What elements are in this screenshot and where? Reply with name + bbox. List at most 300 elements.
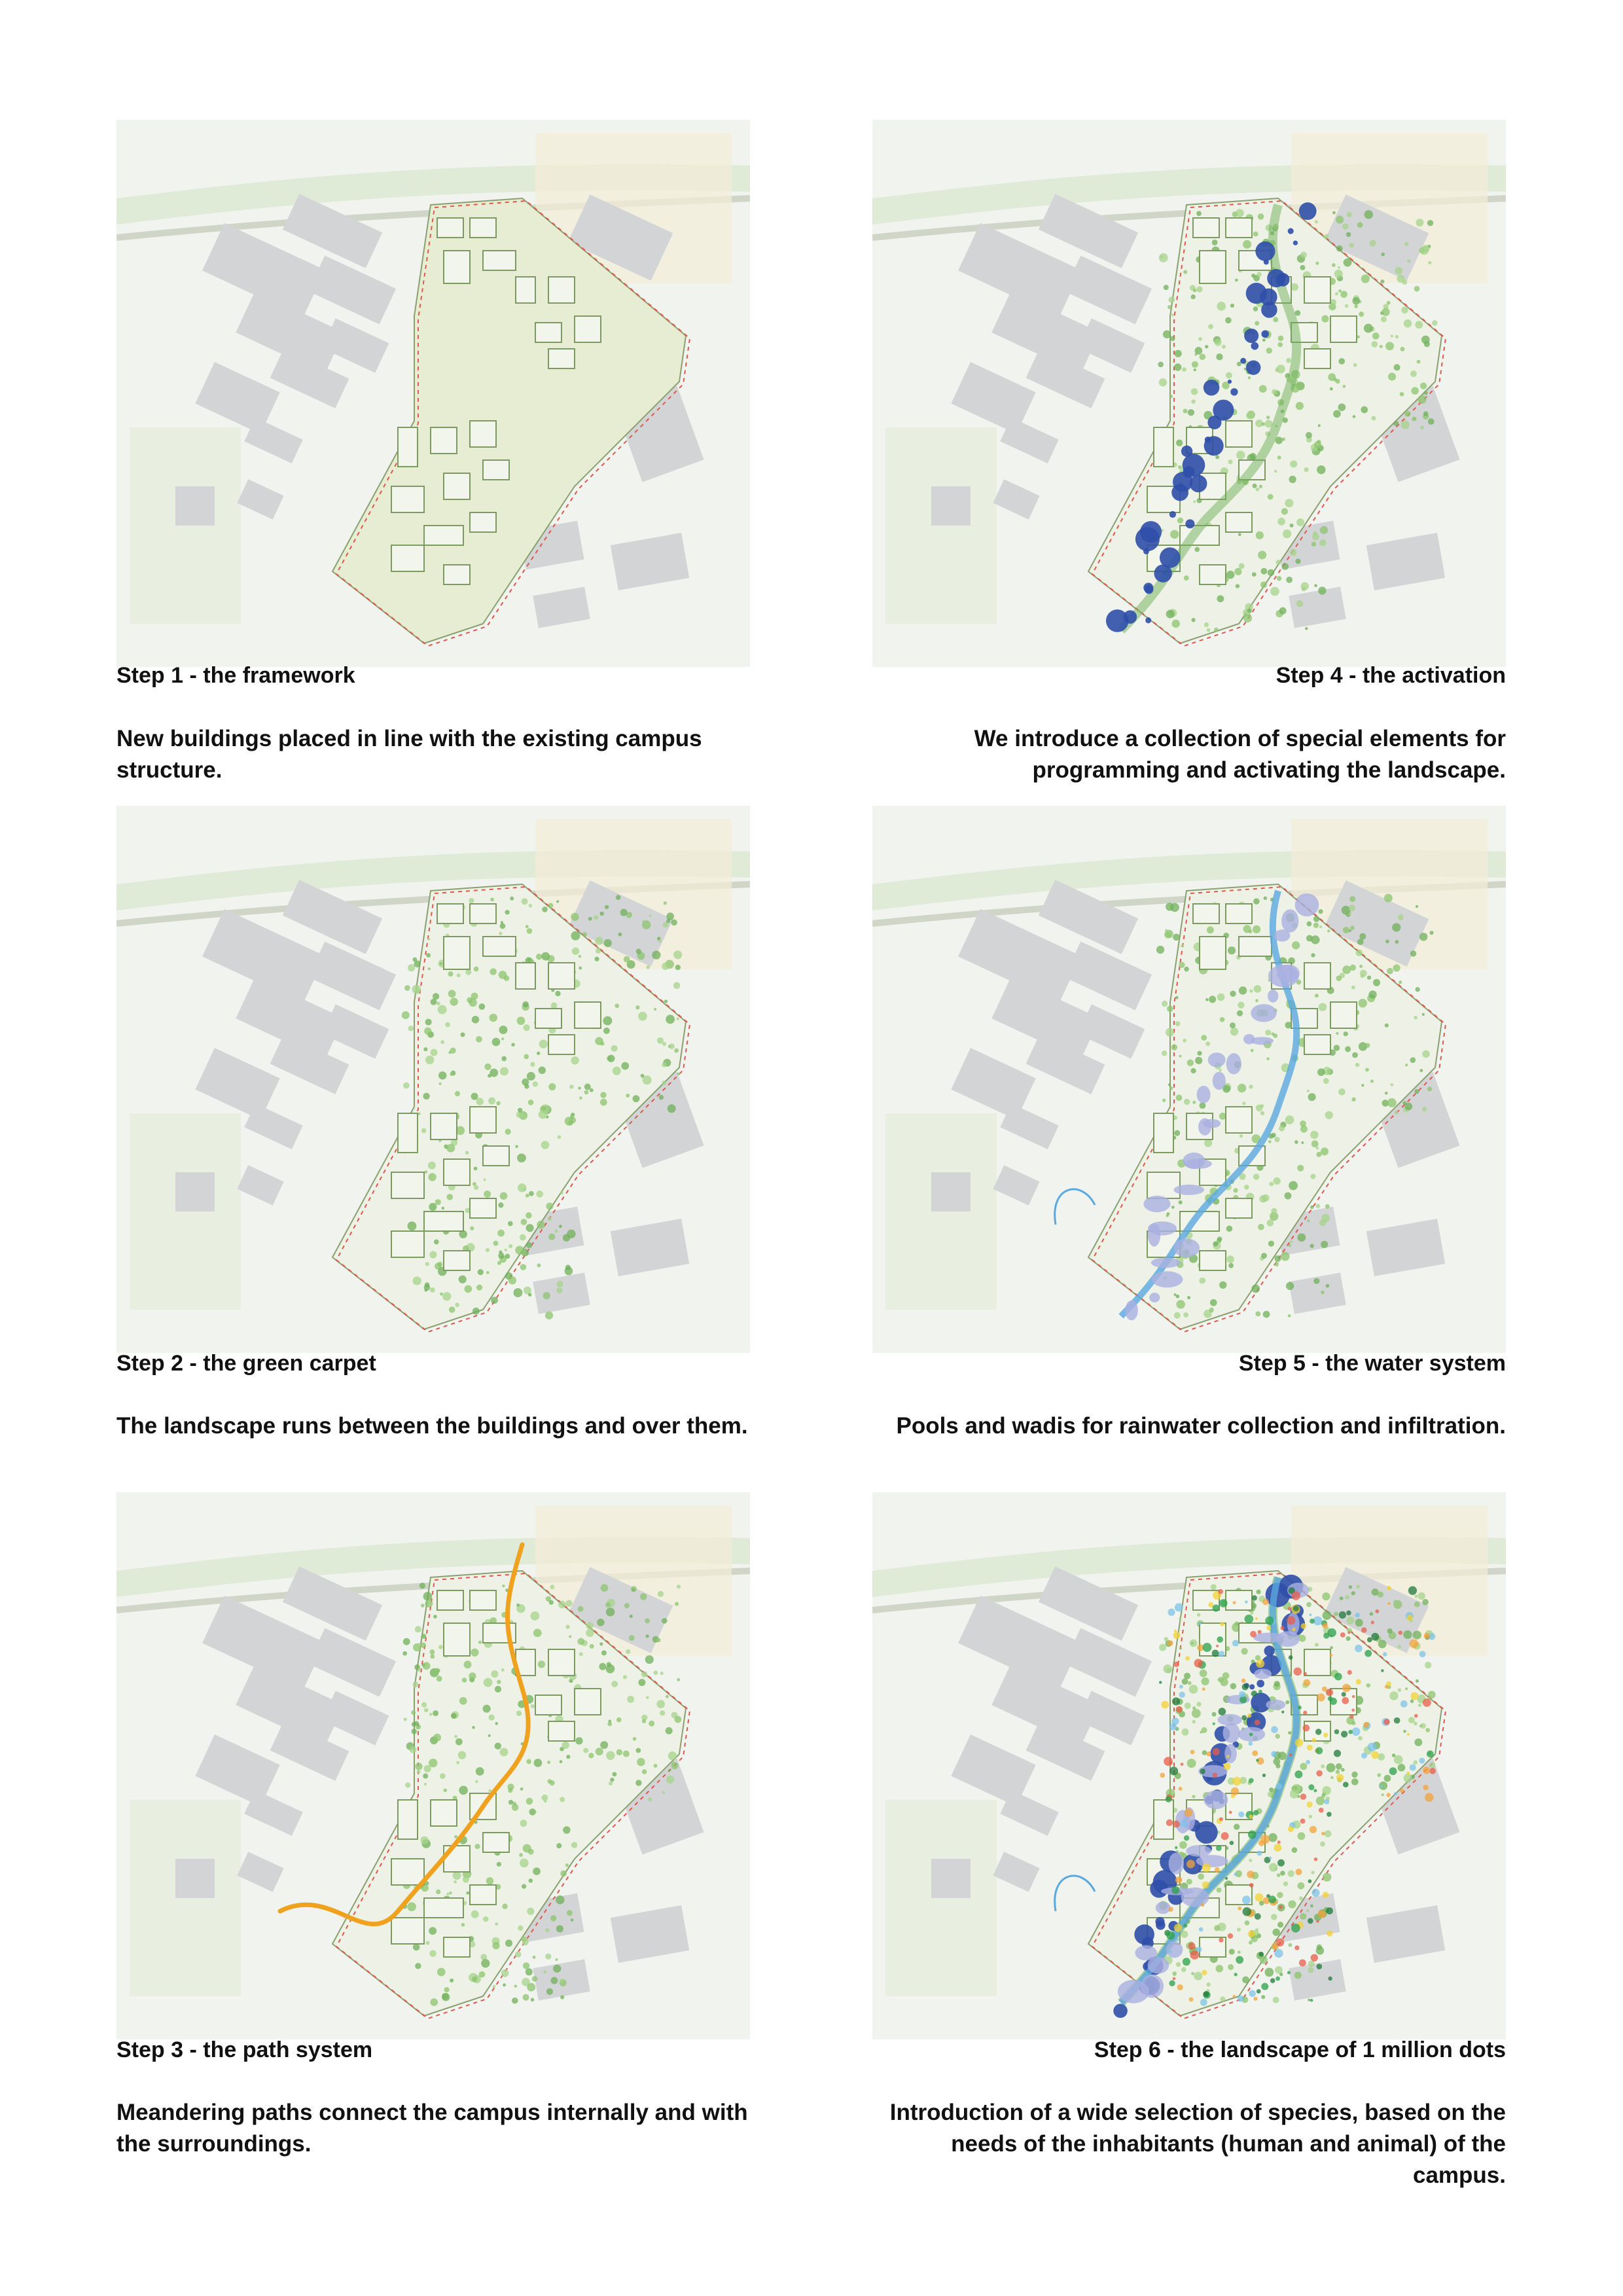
new-building <box>444 251 470 283</box>
planting-dot <box>1250 1631 1257 1638</box>
planting-dot <box>1294 1140 1298 1144</box>
planting-dot <box>601 1650 607 1655</box>
planting-dot <box>1182 367 1186 372</box>
planting-dot <box>1189 1997 1194 2001</box>
planting-dot <box>1340 1632 1346 1638</box>
planting-dot <box>1252 1595 1257 1600</box>
planting-dot <box>1200 1768 1205 1774</box>
planting-dot <box>1277 576 1281 581</box>
activation-element <box>1251 342 1258 350</box>
planting-dot <box>1397 275 1404 283</box>
activation-element <box>1267 269 1285 287</box>
planting-dot <box>642 920 651 929</box>
planting-dot <box>1318 909 1323 914</box>
planting-dot <box>1370 240 1376 247</box>
step-6-title: Step 6 - the landscape of 1 million dots <box>1094 2037 1506 2062</box>
planting-dot <box>601 1584 609 1592</box>
planting-dot <box>442 1207 444 1210</box>
planting-dot <box>1168 1640 1173 1646</box>
planting-dot <box>1345 304 1349 308</box>
planting-dot <box>1427 1750 1434 1757</box>
planting-dot <box>527 1983 535 1992</box>
new-building <box>1304 277 1330 303</box>
planting-dot <box>463 1876 469 1883</box>
planting-dot <box>538 1660 545 1668</box>
planting-dot <box>1320 1841 1325 1846</box>
new-building <box>483 460 509 480</box>
planting-dot <box>1296 518 1304 526</box>
planting-dot <box>662 1081 666 1085</box>
planting-dot <box>1192 1101 1196 1104</box>
planting-dot <box>1249 1883 1254 1888</box>
planting-dot <box>1242 1895 1251 1904</box>
planting-dot <box>1190 1068 1196 1073</box>
planting-dot <box>1395 267 1402 274</box>
planting-dot <box>1336 1032 1338 1035</box>
planting-dot <box>1249 1859 1252 1862</box>
planting-dot <box>1317 1693 1325 1701</box>
planting-dot <box>1313 923 1319 928</box>
planting-dot <box>1343 927 1349 933</box>
planting-dot <box>1306 922 1311 927</box>
planting-dot <box>1173 1632 1181 1639</box>
planting-dot <box>1314 1857 1318 1861</box>
planting-dot <box>1256 1759 1259 1762</box>
planting-dot <box>567 1910 573 1916</box>
planting-dot <box>1355 1613 1360 1618</box>
planting-dot <box>501 1668 505 1672</box>
activation-element <box>1195 1821 1218 1844</box>
planting-dot <box>442 1993 450 2001</box>
planting-dot <box>1201 1903 1204 1907</box>
planting-dot <box>440 1040 444 1044</box>
planting-dot <box>545 1928 549 1932</box>
planting-dot <box>1418 395 1426 404</box>
planting-dot <box>640 1593 647 1600</box>
planting-dot <box>1173 934 1180 941</box>
new-building <box>437 218 463 238</box>
planting-dot <box>599 1663 606 1670</box>
planting-dot <box>1218 1589 1223 1594</box>
planting-dot <box>1188 1681 1192 1685</box>
new-building <box>1330 316 1357 342</box>
activation-element <box>1299 202 1317 220</box>
new-building <box>391 1859 424 1885</box>
planting-dot <box>1249 1732 1253 1736</box>
planting-dot <box>471 1649 478 1657</box>
activation-element <box>1249 1684 1255 1689</box>
planting-dot <box>1277 1892 1283 1898</box>
planting-dot <box>513 1288 522 1297</box>
planting-dot <box>1262 1194 1269 1202</box>
planting-dot <box>1422 1107 1427 1111</box>
planting-dot <box>1382 308 1389 316</box>
planting-dot <box>677 1585 681 1588</box>
planting-dot <box>621 1062 629 1070</box>
planting-dot <box>415 1963 421 1969</box>
planting-dot <box>1419 246 1429 255</box>
planting-dot <box>562 1742 569 1749</box>
planting-dot <box>450 997 457 1005</box>
planting-dot <box>1229 1811 1232 1814</box>
planting-dot <box>1230 991 1236 997</box>
planting-dot <box>1253 1174 1259 1179</box>
planting-dot <box>548 1217 552 1221</box>
planting-dot <box>1349 243 1354 247</box>
planting-dot <box>1216 1965 1224 1973</box>
planting-dot <box>1271 1726 1278 1733</box>
planting-dot <box>1351 1097 1355 1101</box>
planting-dot <box>1255 1913 1261 1920</box>
planting-dot <box>1179 1055 1181 1058</box>
planting-dot <box>1418 1704 1421 1707</box>
planting-dot <box>1423 1785 1428 1790</box>
planting-dot <box>1196 1702 1201 1706</box>
planting-dot <box>1192 1720 1196 1724</box>
planting-dot <box>541 952 550 961</box>
pool-wadi <box>1208 1052 1226 1067</box>
planting-dot <box>1222 345 1226 349</box>
new-building <box>391 1231 424 1257</box>
planting-dot <box>1257 1590 1261 1594</box>
planting-dot <box>1319 925 1322 928</box>
planting-dot <box>430 1654 435 1659</box>
planting-dot <box>451 1713 457 1719</box>
planting-dot <box>618 933 622 937</box>
planting-dot <box>1338 289 1342 293</box>
planting-dot <box>520 1858 529 1867</box>
new-building <box>391 1918 424 1944</box>
planting-dot <box>421 1128 427 1134</box>
planting-dot <box>545 1954 551 1960</box>
planting-dot <box>1407 1733 1410 1736</box>
planting-dot <box>1293 1605 1299 1611</box>
planting-dot <box>1365 1068 1369 1072</box>
planting-dot <box>1346 232 1351 237</box>
planting-dot <box>491 1297 498 1304</box>
new-building <box>398 1113 418 1153</box>
pool-wadi <box>1253 1633 1284 1643</box>
planting-dot <box>408 1221 417 1230</box>
planting-dot <box>529 904 532 907</box>
planting-dot <box>1289 1753 1293 1757</box>
planting-dot <box>437 1968 446 1977</box>
planting-dot <box>1419 1651 1426 1657</box>
planting-dot <box>455 1091 460 1096</box>
planting-dot <box>1315 1747 1323 1754</box>
planting-dot <box>1290 1240 1293 1244</box>
planting-dot <box>430 1998 438 2006</box>
pool-wadi <box>1197 1086 1211 1103</box>
planting-dot <box>578 1606 584 1612</box>
planting-dot <box>1351 986 1355 990</box>
step-2-description: The landscape runs between the buildings and over them. <box>116 1413 748 1439</box>
planting-dot <box>449 1306 455 1313</box>
planting-dot <box>1354 304 1358 308</box>
planting-dot <box>1315 994 1319 997</box>
planting-dot <box>466 1892 469 1895</box>
planting-dot <box>560 1979 564 1983</box>
planting-dot <box>1323 1892 1329 1898</box>
planting-dot <box>1370 1079 1374 1083</box>
planting-dot <box>529 1191 534 1196</box>
planting-dot <box>1168 1083 1171 1086</box>
planting-dot <box>632 1588 635 1591</box>
planting-dot <box>1424 1633 1430 1639</box>
planting-dot <box>1317 465 1325 474</box>
planting-dot <box>1166 1668 1171 1673</box>
planting-dot <box>1241 1648 1247 1655</box>
planting-dot <box>1247 609 1252 613</box>
planting-dot <box>486 1271 490 1274</box>
planting-dot <box>1303 1679 1310 1687</box>
new-building <box>535 323 562 342</box>
planting-dot <box>1228 1933 1233 1939</box>
activation-element <box>1246 360 1260 374</box>
planting-dot <box>1178 465 1182 469</box>
planting-dot <box>1414 286 1420 292</box>
planting-dot <box>1273 1033 1277 1038</box>
planting-dot <box>1419 933 1427 941</box>
planting-dot <box>588 917 592 921</box>
planting-dot <box>1272 389 1277 395</box>
planting-dot <box>1234 1973 1237 1976</box>
planting-dot <box>1262 1599 1269 1605</box>
planting-dot <box>433 1710 438 1716</box>
planting-dot <box>1356 1585 1360 1588</box>
planting-dot <box>501 1969 509 1977</box>
planting-dot <box>606 1751 615 1760</box>
planting-dot <box>1414 1602 1420 1607</box>
planting-dot <box>1169 1950 1172 1953</box>
planting-dot <box>469 898 474 903</box>
planting-dot <box>1373 979 1380 986</box>
planting-dot <box>405 1782 410 1787</box>
step-5-title: Step 5 - the water system <box>1238 1351 1506 1376</box>
planting-dot <box>1274 1177 1281 1185</box>
planting-dot <box>632 1095 639 1102</box>
planting-dot <box>1400 1700 1408 1708</box>
planting-dot <box>555 991 560 996</box>
planting-dot <box>1336 1763 1342 1770</box>
planting-dot <box>1212 1712 1217 1717</box>
planting-dot <box>610 1778 615 1782</box>
planting-dot <box>526 1968 533 1975</box>
planting-dot <box>1184 1099 1190 1105</box>
planting-dot <box>1253 306 1258 311</box>
planting-dot <box>1205 1041 1210 1046</box>
planting-dot <box>1174 1130 1180 1136</box>
planting-dot <box>627 1696 634 1703</box>
planting-dot <box>1325 1111 1333 1119</box>
step-4-plan <box>872 120 1506 667</box>
planting-dot <box>1333 410 1341 418</box>
activation-element <box>1257 1679 1264 1687</box>
planting-dot <box>1258 1224 1264 1230</box>
planting-dot <box>594 957 599 961</box>
existing-building <box>931 1172 971 1211</box>
planting-dot <box>600 912 604 916</box>
planting-dot <box>1176 440 1183 446</box>
planting-dot <box>1288 1900 1296 1908</box>
activation-element <box>1124 610 1137 624</box>
pool-wadi <box>1266 1700 1285 1710</box>
planting-dot <box>624 1603 630 1608</box>
planting-dot <box>508 1221 513 1227</box>
planting-dot <box>1195 1057 1202 1064</box>
planting-dot <box>1414 1714 1418 1718</box>
planting-dot <box>1202 1750 1207 1755</box>
planting-dot <box>1334 1673 1342 1681</box>
planting-dot <box>1194 368 1196 371</box>
planting-dot <box>1214 628 1219 632</box>
planting-dot <box>488 1098 495 1105</box>
planting-dot <box>571 1056 579 1065</box>
planting-dot <box>527 1072 535 1081</box>
planting-dot <box>1179 1685 1183 1689</box>
planting-dot <box>1203 1643 1212 1652</box>
planting-dot <box>1251 1049 1254 1052</box>
planting-dot <box>1372 332 1380 340</box>
planting-dot <box>1248 1831 1257 1839</box>
planting-dot <box>1269 1787 1274 1792</box>
planting-dot <box>1183 1039 1186 1043</box>
planting-dot <box>403 1638 410 1645</box>
planting-dot <box>1413 1760 1418 1765</box>
planting-dot <box>1323 1623 1329 1629</box>
planting-dot <box>1353 363 1357 367</box>
planting-dot <box>1347 212 1352 217</box>
planting-dot <box>533 1810 536 1814</box>
activation-element <box>1244 329 1258 343</box>
planting-dot <box>1424 391 1428 395</box>
planting-dot <box>1241 1715 1247 1721</box>
planting-dot <box>578 1086 580 1089</box>
planting-dot <box>1197 1051 1202 1056</box>
planting-dot <box>415 988 420 994</box>
new-building <box>424 1211 463 1231</box>
new-building <box>1304 349 1330 368</box>
planting-dot <box>444 1987 449 1992</box>
planting-dot <box>1234 568 1241 575</box>
planting-dot <box>1387 301 1391 305</box>
planting-dot <box>1389 1691 1398 1700</box>
planting-dot <box>421 1636 424 1639</box>
planting-dot <box>637 1758 645 1767</box>
planting-dot <box>1265 1030 1271 1035</box>
planting-dot <box>1249 1941 1253 1945</box>
planting-dot <box>1315 262 1319 265</box>
planting-dot <box>436 1890 440 1894</box>
planting-dot <box>430 1287 435 1293</box>
activation-element <box>1181 446 1192 457</box>
planting-dot <box>1300 1913 1306 1920</box>
planting-dot <box>1219 1069 1222 1071</box>
planting-dot <box>565 1863 569 1867</box>
planting-dot <box>470 1227 474 1230</box>
planting-dot <box>1353 415 1356 418</box>
new-building <box>548 1649 575 1676</box>
new-building <box>431 1800 457 1826</box>
planting-dot <box>1171 1206 1175 1209</box>
planting-dot <box>1318 1910 1326 1918</box>
planting-dot <box>1290 460 1297 467</box>
planting-dot <box>515 1145 518 1147</box>
new-building <box>470 1885 496 1905</box>
planting-dot <box>1342 385 1346 388</box>
planting-dot <box>1349 905 1355 911</box>
planting-dot <box>1243 614 1252 622</box>
planting-dot <box>1172 1697 1180 1705</box>
planting-dot <box>556 1287 562 1293</box>
planting-dot <box>1432 320 1437 325</box>
new-building <box>398 1800 418 1839</box>
planting-dot <box>677 1072 680 1075</box>
planting-dot <box>1204 622 1209 627</box>
planting-dot <box>1188 409 1194 416</box>
planting-dot <box>1342 1692 1346 1696</box>
planting-dot <box>1278 336 1284 342</box>
planting-dot <box>1217 595 1224 602</box>
planting-dot <box>1317 1068 1325 1076</box>
planting-dot <box>403 1083 410 1089</box>
planting-dot <box>505 1939 512 1946</box>
planting-dot <box>1166 1028 1174 1037</box>
planting-dot <box>1175 1021 1181 1026</box>
planting-dot <box>1387 1602 1390 1605</box>
planting-dot <box>1289 476 1296 483</box>
planting-dot <box>412 1722 416 1727</box>
planting-dot <box>516 1711 522 1716</box>
planting-dot <box>1308 1967 1313 1973</box>
planting-dot <box>1422 1050 1430 1058</box>
planting-dot <box>1187 1060 1194 1066</box>
planting-dot <box>1237 1928 1241 1931</box>
planting-dot <box>1285 499 1293 507</box>
planting-dot <box>1228 1964 1234 1970</box>
planting-dot <box>1321 1147 1329 1155</box>
pool-wadi <box>1243 1034 1255 1045</box>
planting-dot <box>1217 1636 1223 1643</box>
planting-dot <box>1275 560 1281 565</box>
planting-dot <box>1361 1753 1367 1759</box>
planting-dot <box>497 1230 505 1237</box>
new-building <box>1226 512 1252 532</box>
planting-dot <box>1219 1708 1226 1715</box>
step-2-plan <box>116 806 750 1353</box>
planting-dot <box>1281 508 1288 514</box>
planting-dot <box>1225 1877 1228 1880</box>
planting-dot <box>440 1773 446 1779</box>
planting-dot <box>1300 1793 1306 1799</box>
planting-dot <box>415 1763 422 1770</box>
planting-dot <box>529 1878 533 1883</box>
planting-dot <box>612 1772 616 1776</box>
planting-dot <box>526 1242 532 1248</box>
planting-dot <box>526 1798 533 1805</box>
pool-wadi <box>1125 1300 1137 1321</box>
planting-dot <box>496 1101 500 1105</box>
planting-dot <box>475 1844 480 1849</box>
planting-dot <box>429 1759 437 1767</box>
planting-dot <box>1308 1960 1315 1967</box>
planting-dot <box>1195 347 1203 355</box>
planting-dot <box>472 1726 475 1729</box>
planting-dot <box>528 1100 534 1105</box>
planting-dot <box>1233 1601 1236 1604</box>
planting-dot <box>548 1083 556 1090</box>
planting-dot <box>483 1916 488 1922</box>
